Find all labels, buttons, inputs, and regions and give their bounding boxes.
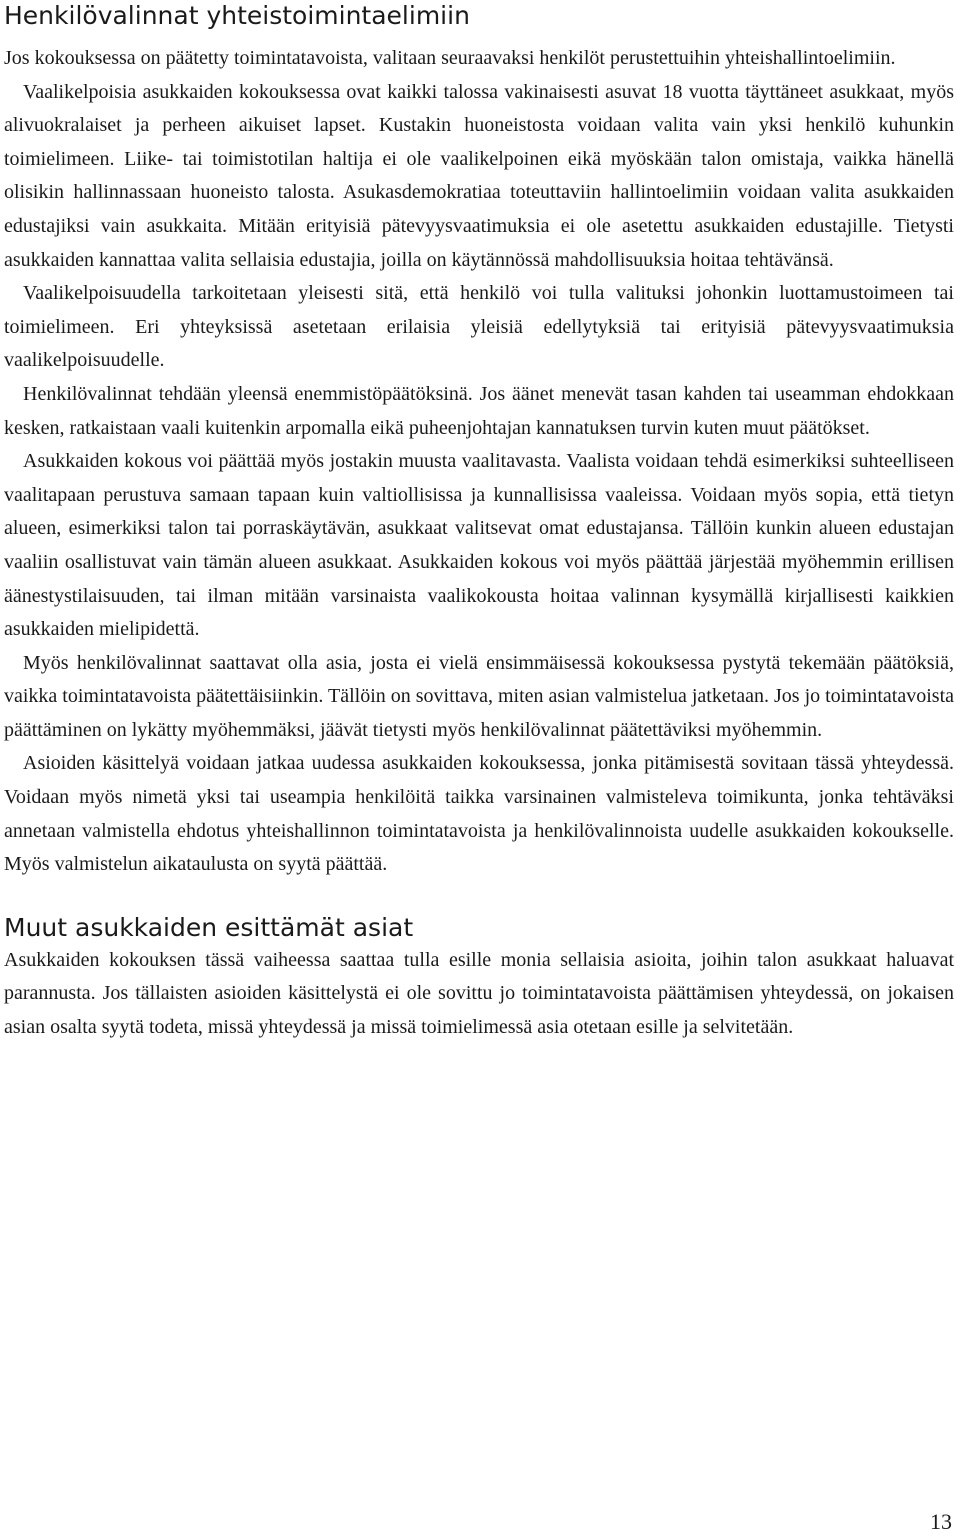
paragraph: Jos kokouksessa on päätetty toimintatavoista, valitaan seuraavaksi henkilöt perustettuihin yhteishallintoelimiin.: [4, 47, 896, 69]
section-heading-henkilovalinnat: Henkilövalinnat yhteistoimintaelimiin: [4, 1, 470, 30]
paragraph: Asukkaiden kokous voi päättää myös jostakin muusta vaalitavasta. Vaalista voidaan tehdä esimerkiksi suhteelliseen vaalitapaan perustuva samaan tapaan kuin valtiollisissa ja kunnallisissa vaaleissa. Voidaan myös sopia, että tietyn alueen, esimerkiksi talon tai porraskäytävän, asukkaat valitsevat omat edustajansa. Tällöin kunkin alueen edustajan vaaliin osallistuvat vain tämän alueen asukkaat. Asukkaiden kokous voi myös päättää järjestää myöhemmin erillisen äänestystilaisuuden, tai ilman mitään varsinaista vaalikokousta hoitaa valinnan kysymällä kirjallisesti kaikkien asukkaiden mielipidettä.: [4, 450, 954, 641]
document-page: [4, 0, 954, 1045]
paragraph: Asioiden käsittelyä voidaan jatkaa uudessa asukkaiden kokouksessa, jonka pitämisestä sovitaan tässä yhteydessä. Voidaan myös nimetä yksi tai useampia henkilöitä taikka varsinainen valmisteleva toimikunta, jonka tehtäväksi annetaan valmistella ehdotus yhteishallinnon toimintatavoista ja henkilövalinnoista uudelle asukkaiden kokoukselle. Myös valmistelun aikataulusta on syytä päättää.: [4, 752, 954, 876]
paragraph: Vaalikelpoisuudella tarkoitetaan yleisesti sitä, että henkilö voi tulla valituksi johonkin luottamustoimeen tai toimielimeen. Eri yhteyksissä asetetaan erilaisia yleisiä edellytyksiä tai erityisiä pätevyysvaatimuksia vaalikelpoisuudelle.: [4, 282, 954, 372]
page-number: 13: [930, 1509, 952, 1534]
section-heading-muut-asiat: Muut asukkaiden esittämät asiat: [4, 912, 414, 942]
paragraph: Asukkaiden kokouksen tässä vaiheessa saattaa tulla esille monia sellaisia asioita, joihin talon asukkaat haluavat parannusta. Jos tällaisten asioiden käsittelystä ei ole sovittu jo toimintatavoista päättämisen yhteydessä, on jokaisen asian osalta syytä todeta, missä yhteydessä ja missä toimielimessä asia otetaan esille ja selvitetään.: [4, 948, 954, 1039]
paragraph: Henkilövalinnat tehdään yleensä enemmistöpäätöksinä. Jos äänet menevät tasan kahden tai useamman ehdokkaan kesken, ratkaistaan vaali kuitenkin arpomalla eikä puheenjohtajan kannatuksen turvin kuten muut päätökset.: [4, 382, 954, 439]
paragraph: Vaalikelpoisia asukkaiden kokouksessa ovat kaikki talossa vakinaisesti asuvat 18 vuotta täyttäneet asukkaat, myös alivuokralaiset ja perheen aikuiset lapset. Kustakin huoneistosta voidaan valita vain yksi henkilö kuhunkin toimielimeen. Liike- tai toimistotilan haltija ei ole vaalikelpoinen eikä myöskään talon omistaja, vaikka hänellä olisikin hallinnassaan huoneisto talosta. Asukasdemokratiaa toteuttaviin hallintoelimiin voidaan valita asukkaiden edustajiksi vain asukkaita. Mitään erityisiä pätevyysvaatimuksia ei ole asetettu asukkaiden edustajille. Tietysti asukkaiden kannattaa valita sellaisia edustajia, joilla on käytännössä mahdollisuuksia hoitaa tehtävänsä.: [4, 80, 954, 271]
paragraph: Myös henkilövalinnat saattavat olla asia, josta ei vielä ensimmäisessä kokouksessa pystytä tekemään päätöksiä, vaikka toimintatavoista päätettäisiinkin. Tällöin on sovittava, miten asian valmistelua jatketaan. Jos jo toimintatavoista päättäminen on lykätty myöhemmäksi, jäävät tietysti myös henkilövalinnat päätettäviksi myöhemmin.: [4, 651, 954, 741]
